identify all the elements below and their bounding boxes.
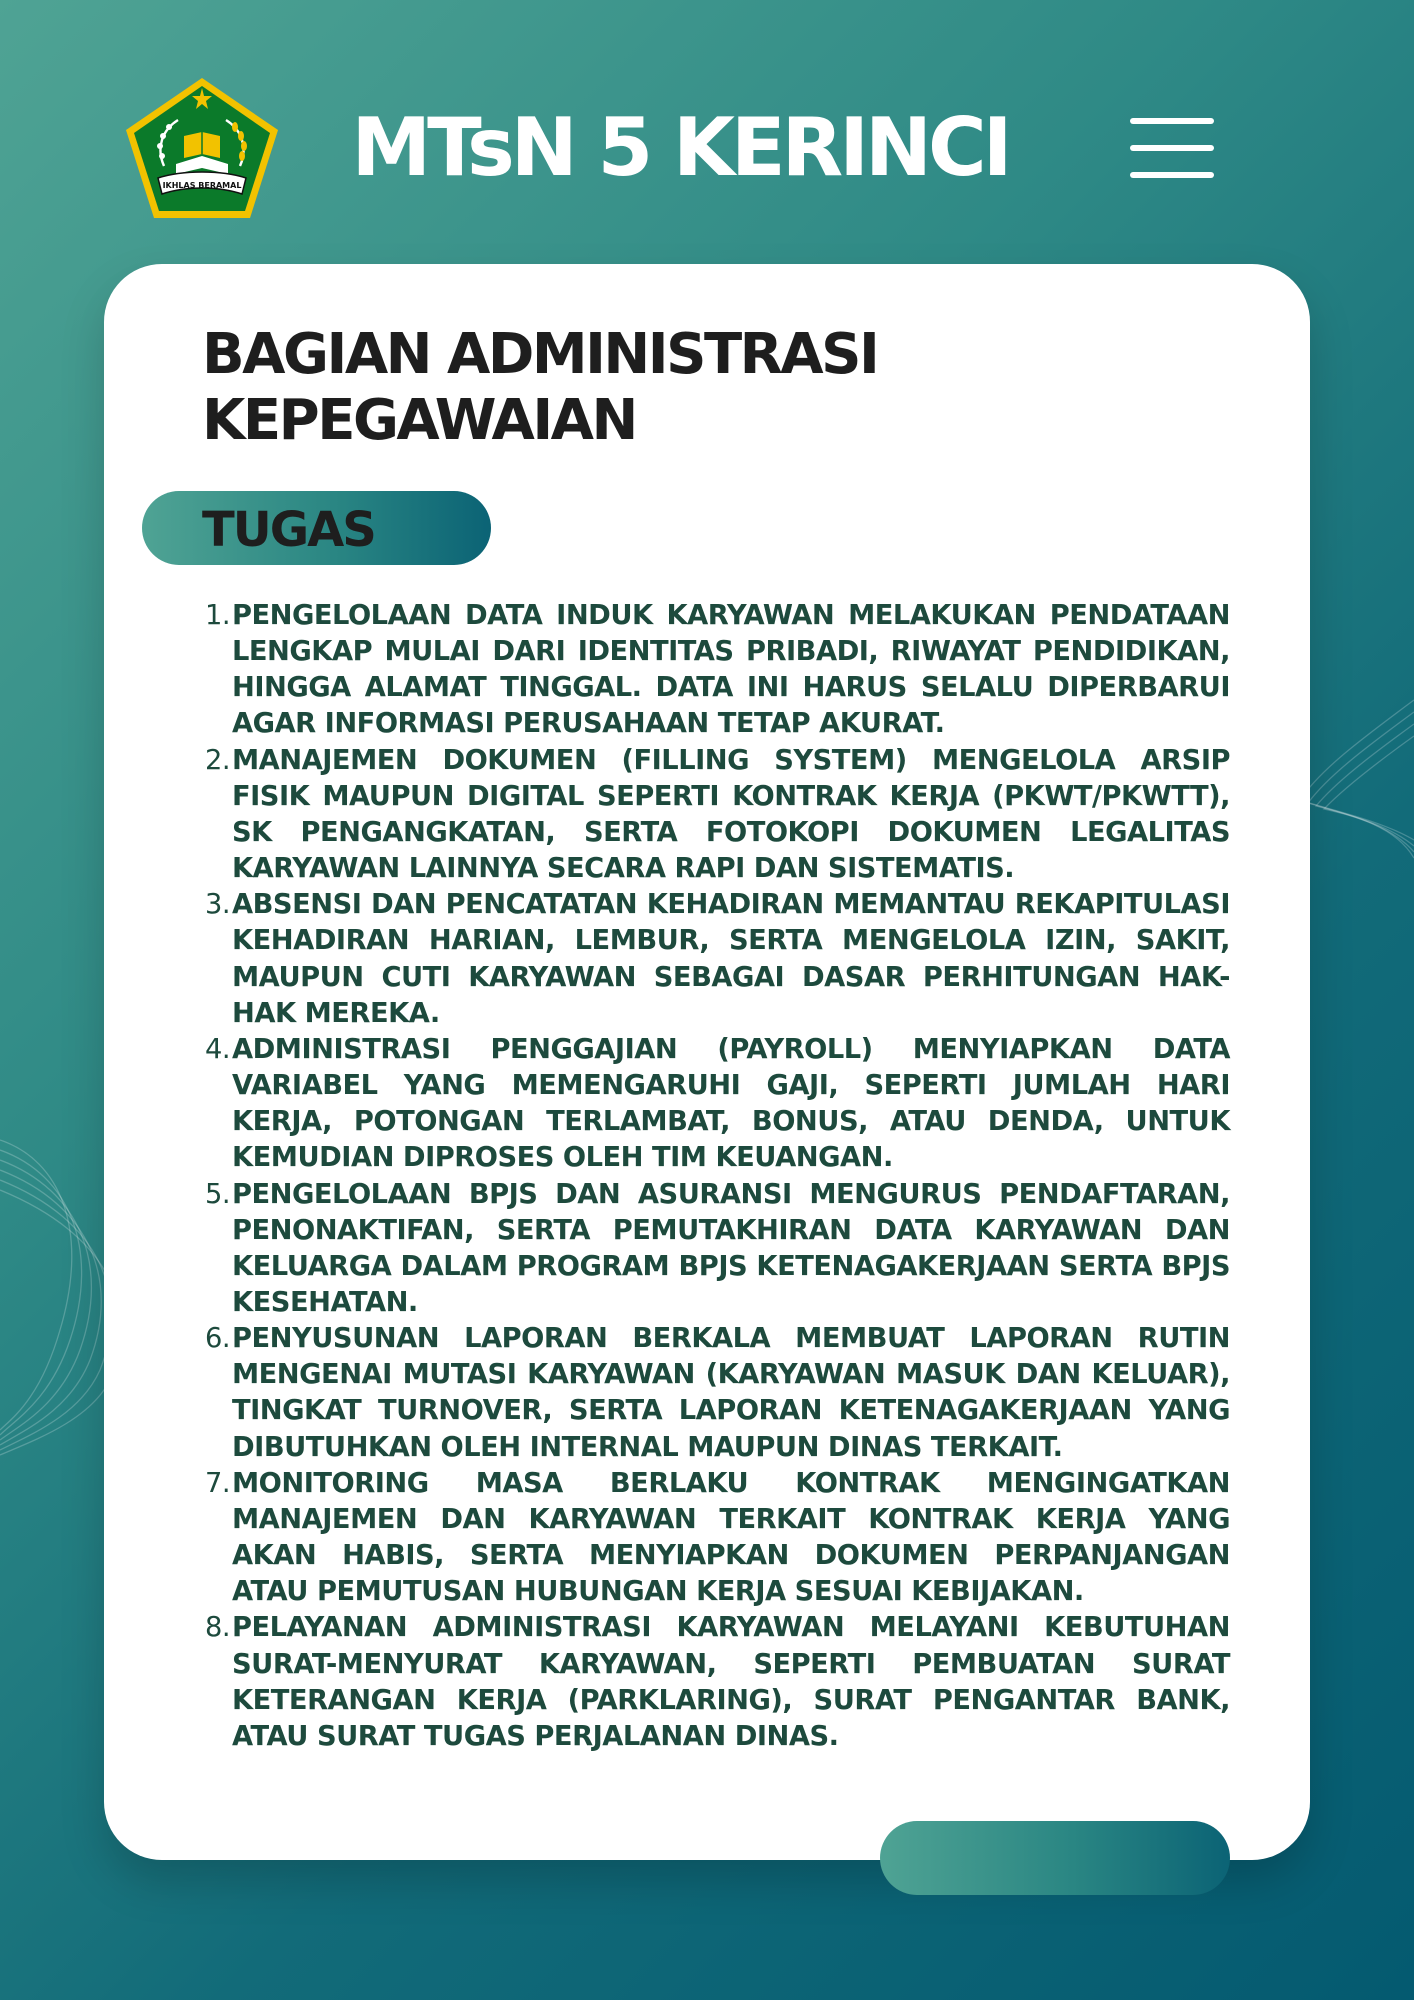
task-number: 2.	[204, 744, 230, 776]
task-item	[204, 1610, 1230, 1755]
task-item	[204, 743, 1230, 888]
task-text: PELAYANAN ADMINISTRASI KARYAWAN MELAYANI KEBUTUHAN SURAT-MENYURAT KARYAWAN, SEPERTI PEMBUATAN SURAT KETERANGAN KERJA (PARKLARING), SURAT PENGANTAR BANK, ATAU SURAT TUGAS PERJALANAN DINAS.	[232, 1612, 1230, 1752]
task-text: ABSENSI DAN PENCATATAN KEHADIRAN MEMANTAU REKAPITULASI KEHADIRAN HARIAN, LEMBUR, SERTA MENGELOLA IZIN, SAKIT, MAUPUN CUTI KARYAWAN SEBAGAI DASAR PERHITUNGAN HAK-HAK MEREKA.	[232, 889, 1230, 1029]
task-item	[204, 1032, 1230, 1177]
task-number: 1.	[204, 600, 230, 631]
task-number: 3.	[204, 889, 230, 921]
task-text: PENGELOLAAN DATA INDUK KARYAWAN MELAKUKAN PENDATAAN LENGKAP MULAI DARI IDENTITAS PRIBADI, RIWAYAT PENDIDIKAN, HINGGA ALAMAT TINGGAL. DATA INI HARUS SELALU DIPERBARUI AGAR INFORMASI PERUSAHAAN TETAP AKURAT.	[232, 600, 1230, 740]
kemenag-logo	[122, 74, 282, 222]
task-number: 4.	[204, 1033, 230, 1065]
task-text: PENGELOLAAN BPJS DAN ASURANSI MENGURUS PENDAFTARAN, PENONAKTIFAN, SERTA PEMUTAKHIRAN DATA KARYAWAN DAN KELUARGA DALAM PROGRAM BPJS KETENAGAKERJAAN SERTA BPJS KESEHATAN.	[232, 1178, 1230, 1318]
task-item	[204, 887, 1230, 1032]
task-item	[204, 1177, 1230, 1322]
task-number: 7.	[204, 1467, 230, 1499]
menu-line	[1130, 145, 1214, 151]
heading-line-1: BAGIAN ADMINISTRASI	[202, 322, 878, 387]
task-number: 5.	[204, 1178, 230, 1210]
task-item	[204, 1466, 1230, 1611]
svg-text:IKHLAS BERAMAL: IKHLAS BERAMAL	[162, 181, 242, 190]
task-list	[204, 598, 1230, 1755]
task-number: 6.	[204, 1323, 230, 1355]
section-heading	[202, 322, 1102, 454]
task-text: PENYUSUNAN LAPORAN BERKALA MEMBUAT LAPORAN RUTIN MENGENAI MUTASI KARYAWAN (KARYAWAN MASUK DAN KELUAR), TINGKAT TURNOVER, SERTA LAPORAN KETENAGAKERJAAN YANG DIBUTUHKAN OLEH INTERNAL MAUPUN DINAS TERKAIT.	[232, 1323, 1230, 1463]
task-text: MONITORING MASA BERLAKU KONTRAK MENGINGATKAN MANAJEMEN DAN KARYAWAN TERKAIT KONTRAK KERJA YANG AKAN HABIS, SERTA MENYIAPKAN DOKUMEN PERPANJANGAN ATAU PEMUTUSAN HUBUNGAN KERJA SESUAI KEBIJAKAN.	[232, 1467, 1230, 1608]
task-text: ADMINISTRASI PENGGAJIAN (PAYROLL) MENYIAPKAN DATA VARIABEL YANG MEMENGARUHI GAJI, SEPERTI JUMLAH HARI KERJA, POTONGAN TERLAMBAT, BONUS, ATAU DENDA, UNTUK KEMUDIAN DIPROSES OLEH TIM KEUANGAN.	[232, 1033, 1230, 1174]
task-item	[204, 1321, 1230, 1466]
page-title: MTsN 5 KERINCI	[351, 101, 1009, 194]
heading-line-2: KEPEGAWAIAN	[202, 388, 636, 453]
menu-line	[1130, 172, 1214, 178]
decorative-bottom-pill	[880, 1821, 1230, 1895]
task-item	[204, 598, 1230, 743]
section-label: TUGAS	[202, 502, 375, 558]
task-text: MANAJEMEN DOKUMEN (FILLING SYSTEM) MENGELOLA ARSIP FISIK MAUPUN DIGITAL SEPERTI KONTRAK KERJA (PKWT/PKWTT), SK PENGANGKATAN, SERTA FOTOKOPI DOKUMEN LEGALITAS KARYAWAN LAINNYA SECARA RAPI DAN SISTEMATIS.	[232, 744, 1230, 885]
hamburger-menu-icon[interactable]	[1130, 118, 1214, 178]
menu-line	[1130, 118, 1214, 124]
task-number: 8.	[204, 1612, 230, 1644]
